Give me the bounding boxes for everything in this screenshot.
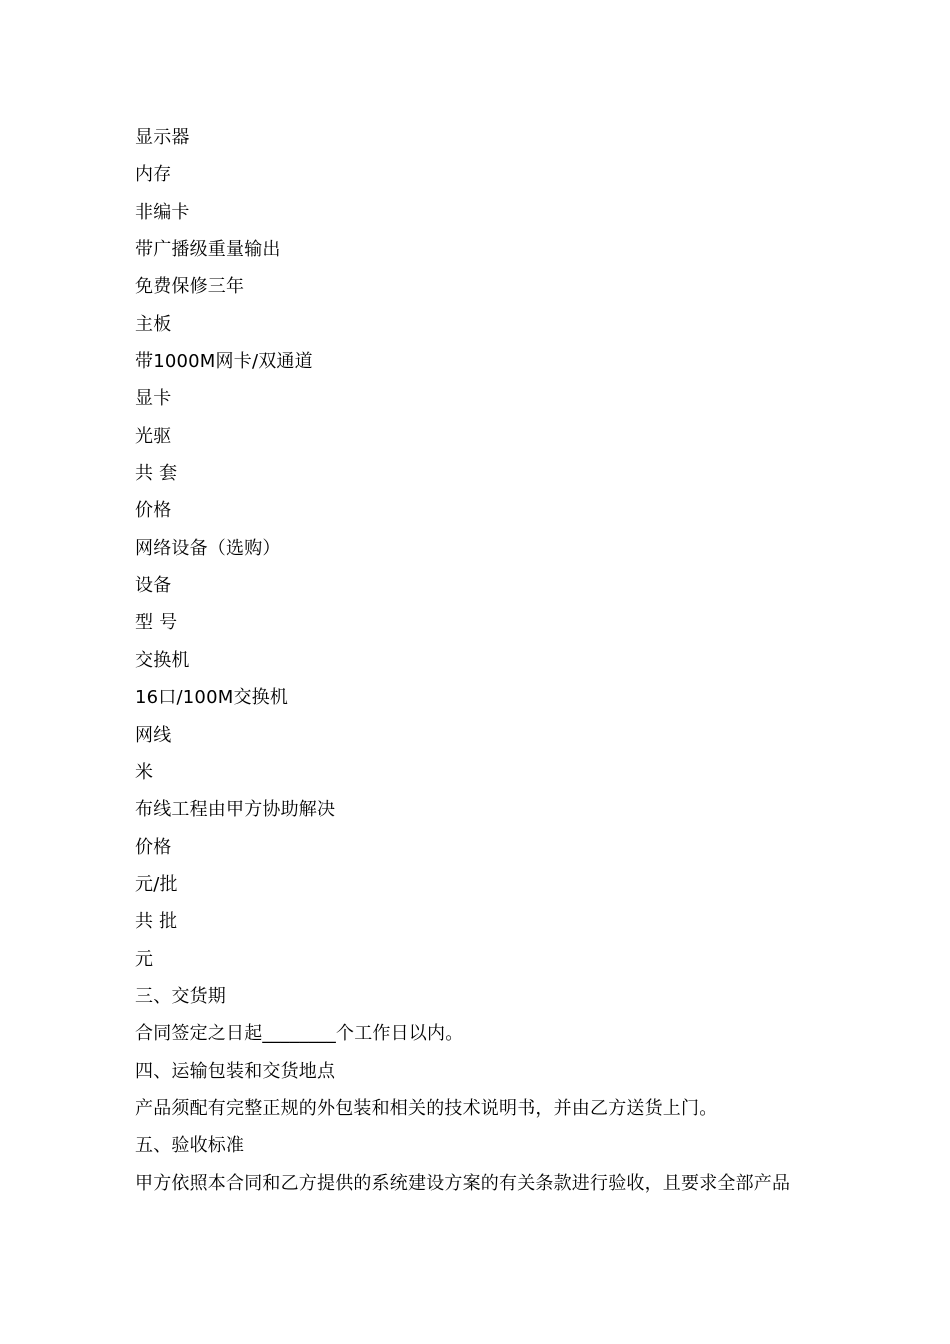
line-model: 型 号: [135, 612, 178, 634]
line-yuan: 元: [135, 948, 154, 970]
line-yuan-per-batch: 元/批: [135, 873, 178, 895]
line-network-card: 带1000M网卡/双通道: [135, 351, 313, 373]
line-delivery-period: 合同签定之日起________个工作日以内。: [135, 1023, 464, 1045]
line-acceptance-terms: 甲方依照本合同和乙方提供的系统建设方案的有关条款进行验收，且要求全部产品: [135, 1172, 791, 1194]
line-network-cable: 网线: [135, 724, 172, 746]
line-network-equipment: 网络设备（选购）: [135, 537, 281, 559]
line-price: 价格: [135, 500, 172, 522]
line-optical-drive: 光驱: [135, 425, 172, 447]
line-nonlinear-card: 非编卡: [135, 201, 190, 223]
line-cabling-note: 布线工程由甲方协助解决: [135, 799, 336, 821]
section-heading-delivery-period: 三、交货期: [135, 985, 226, 1007]
line-meter: 米: [135, 761, 154, 783]
line-equipment: 设备: [135, 575, 172, 597]
section-heading-acceptance: 五、验收标准: [135, 1135, 245, 1157]
line-broadcast-output: 带广播级重量输出: [135, 239, 281, 261]
line-total-sets: 共 套: [135, 463, 178, 485]
line-switch-spec: 16口/100M交换机: [135, 687, 289, 709]
line-graphics-card: 显卡: [135, 388, 172, 410]
line-price-2: 价格: [135, 836, 172, 858]
line-motherboard: 主板: [135, 313, 172, 335]
line-packaging: 产品须配有完整正规的外包装和相关的技术说明书，并由乙方送货上门。: [135, 1097, 718, 1119]
line-total-batches: 共 批: [135, 911, 178, 933]
document-body: [135, 119, 855, 1202]
line-warranty: 免费保修三年: [135, 276, 245, 298]
section-heading-transport: 四、运输包装和交货地点: [135, 1060, 336, 1082]
line-switch: 交换机: [135, 649, 190, 671]
line-memory: 内存: [135, 164, 172, 186]
line-monitor: 显示器: [135, 127, 190, 148]
